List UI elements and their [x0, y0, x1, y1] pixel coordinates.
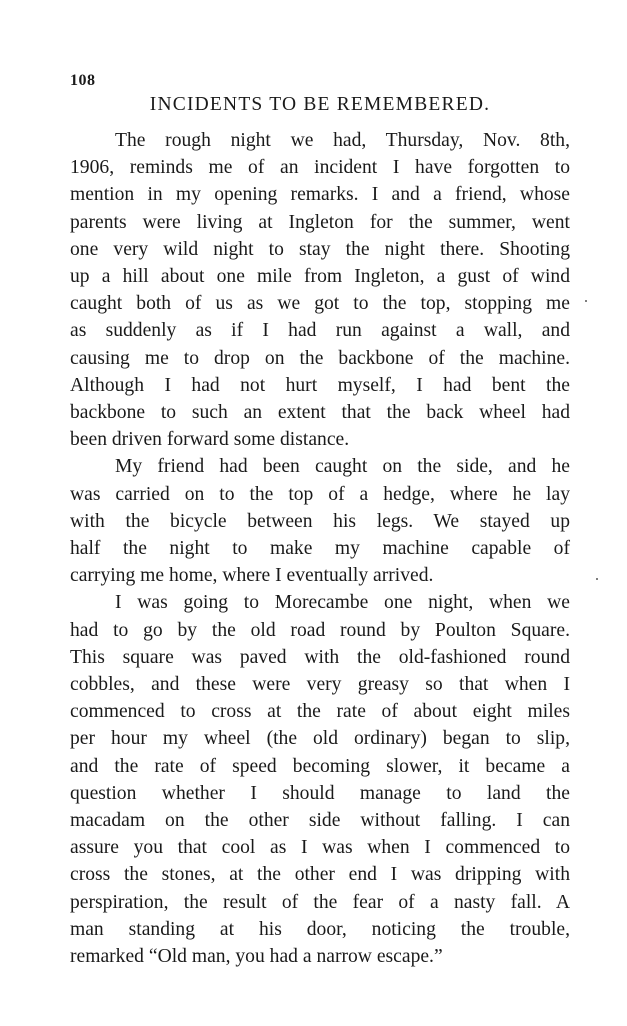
text-line: carrying me home, where I eventually arrived.	[70, 565, 434, 587]
text-line: man standing at his door, noticing the trouble,	[70, 918, 570, 940]
text-line: perspiration, the result of the fear of a nasty fall. A	[70, 891, 570, 913]
body-text	[70, 127, 570, 970]
text-line: question whether I should manage to land the	[70, 782, 570, 804]
paragraph-3	[70, 589, 570, 970]
text-line: mention in my opening remarks. I and a friend, whose	[70, 184, 570, 206]
text-line: up a hill about one mile from Ingleton, a gust of wind	[70, 266, 570, 288]
text-line: and the rate of speed becoming slower, it became a	[70, 755, 570, 777]
text-line: had to go by the old road round by Poulton Square.	[70, 619, 570, 641]
text-line: with the bicycle between his legs. We stayed up	[70, 510, 570, 532]
text-line: cross the stones, at the other end I was dripping with	[70, 864, 570, 886]
text-line: macadam on the other side without falling. I can	[70, 810, 570, 832]
text-line: cobbles, and these were very greasy so that when I	[70, 674, 570, 696]
text-line: commenced to cross at the rate of about eight miles	[70, 701, 570, 723]
text-line: causing me to drop on the backbone of the machine.	[70, 347, 570, 369]
text-line: parents were living at Ingleton for the summer, went	[70, 211, 570, 233]
text-line: half the night to make my machine capable of	[70, 538, 570, 560]
margin-speck	[585, 300, 587, 302]
paragraph-2	[70, 453, 570, 589]
chapter-title: INCIDENTS TO BE REMEMBERED.	[149, 94, 491, 115]
text-line: as suddenly as if I had run against a wall, and	[70, 320, 570, 342]
text-line: remarked “Old man, you had a narrow escape.”	[70, 946, 443, 968]
text-line: was carried on to the top of a hedge, where he lay	[70, 483, 570, 505]
text-line: backbone to such an extent that the back wheel had	[70, 402, 570, 424]
text-line: 1906, reminds me of an incident I have forgotten to	[70, 157, 570, 179]
text-line: caught both of us as we got to the top, stopping me	[70, 293, 570, 315]
text-line: My friend had been caught on the side, and he	[115, 456, 570, 478]
text-line: This square was paved with the old-fashioned round	[70, 646, 570, 668]
text-line: I was going to Morecambe one night, when we	[115, 592, 570, 614]
text-line: per hour my wheel (the old ordinary) began to slip,	[70, 728, 570, 750]
text-line: been driven forward some distance.	[70, 429, 350, 451]
margin-speck	[596, 578, 598, 580]
text-line: The rough night we had, Thursday, Nov. 8th,	[115, 130, 570, 151]
text-line: Although I had not hurt myself, I had bent the	[70, 374, 570, 396]
page-number: 108	[70, 72, 96, 89]
text-line: assure you that cool as I was when I commenced to	[70, 837, 570, 859]
text-line: one very wild night to stay the night there. Shooting	[70, 238, 570, 260]
paragraph-1	[70, 127, 570, 453]
